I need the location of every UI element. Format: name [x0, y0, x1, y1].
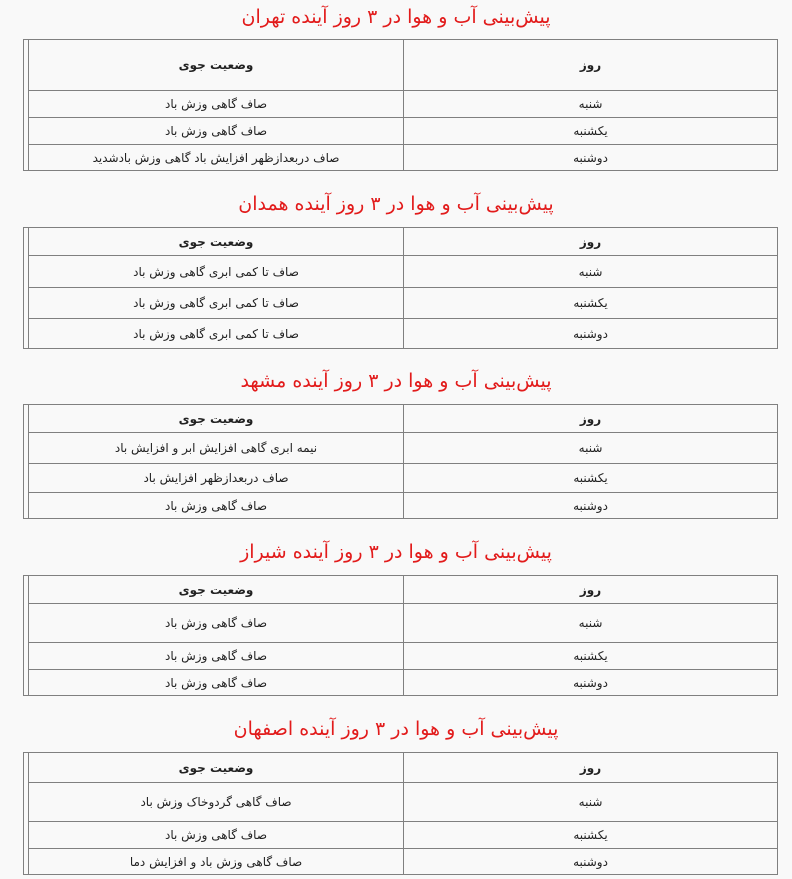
table-row [29, 144, 777, 170]
condition-cell: صاف گاهی وزش باد [165, 97, 268, 111]
section-title: پیش‌بینی آب و هوا در ۳ روز آینده تهران [241, 6, 551, 28]
condition-cell: صاف تا کمی ابری گاهی وزش باد [133, 264, 299, 279]
header-day: روز [403, 405, 777, 432]
table-row [29, 782, 777, 821]
forecast-table [23, 39, 778, 171]
table-row [29, 463, 777, 492]
section-title: پیش‌بینی آب و هوا در ۳ روز آینده شیراز [240, 541, 552, 563]
table-row [29, 318, 777, 348]
condition-cell: صاف گاهی گردوخاک وزش باد [140, 795, 292, 809]
table-row [29, 90, 777, 117]
condition-cell: صاف گاهی وزش باد [165, 828, 268, 842]
header-condition: وضعیت جوی [178, 760, 254, 775]
day-cell: دوشنبه [403, 493, 777, 518]
forecast-table [23, 227, 778, 349]
day-cell: یکشنبه [403, 118, 777, 144]
day-cell: شنبه [403, 256, 777, 287]
header-day: روز [403, 576, 777, 603]
condition-cell: صاف گاهی وزش باد [165, 124, 268, 138]
day-cell: دوشنبه [403, 670, 777, 695]
forecast-table [23, 575, 778, 696]
forecast-table [23, 752, 778, 875]
table-row [29, 848, 777, 874]
condition-cell: وضعیت جوی [178, 582, 254, 597]
condition-cell: صاف گاهی وزش باد و افزایش دما [129, 854, 303, 869]
header-day: روز [403, 753, 777, 782]
header-condition: وضعیت جوی [178, 411, 254, 426]
day-cell: شنبه [403, 91, 777, 117]
table-row [29, 117, 777, 144]
section-title: پیش‌بینی آب و هوا در ۳ روز آینده اصفهان [233, 718, 559, 740]
condition-cell: صاف گاهی وزش باد [165, 616, 268, 630]
day-cell: دوشنبه [403, 849, 777, 874]
day-cell: دوشنبه [403, 145, 777, 170]
condition-cell: صاف گاهی وزش باد [165, 675, 268, 690]
condition-cell: صاف تا کمی ابری گاهی وزش باد [133, 326, 299, 341]
day-cell: دوشنبه [403, 319, 777, 348]
table-row [29, 432, 777, 463]
section-title: پیش‌بینی آب و هوا در ۳ روز آینده همدان [238, 193, 554, 215]
table-row [29, 821, 777, 848]
table-row [29, 492, 777, 518]
section-title: پیش‌بینی آب و هوا در ۳ روز آینده مشهد [240, 370, 552, 392]
day-cell: یکشنبه [403, 464, 777, 492]
table-row [29, 669, 777, 695]
condition-cell: صاف گاهی وزش باد [165, 498, 268, 513]
table-header-row [29, 753, 777, 782]
table-row [29, 255, 777, 287]
table-header-row [29, 576, 777, 603]
table-header-row [29, 40, 777, 90]
table-row [29, 287, 777, 318]
table-row [29, 603, 777, 642]
day-cell: یکشنبه [403, 822, 777, 848]
table-row [29, 642, 777, 669]
header-condition: وضعیت جوی [178, 58, 254, 72]
forecast-table [23, 404, 778, 519]
day-cell: یکشنبه [403, 288, 777, 318]
table-header-row [29, 405, 777, 432]
day-cell: یکشنبه [403, 643, 777, 669]
day-cell: شنبه [403, 783, 777, 821]
condition-cell: نیمه ابری گاهی افزایش ابر و افزایش باد [114, 441, 318, 455]
header-day: روز [403, 228, 777, 255]
condition-cell: صاف تا کمی ابری گاهی وزش باد [133, 296, 299, 310]
header-day: روز [403, 40, 777, 90]
day-cell: شنبه [403, 433, 777, 463]
header-condition: وضعیت جوی [178, 234, 254, 249]
day-cell: شنبه [403, 604, 777, 642]
condition-cell: صاف دربعدازظهر افزایش باد گاهی وزش بادشدید [92, 150, 340, 165]
condition-cell: صاف دربعدازظهر افزایش باد [143, 471, 289, 485]
condition-cell: صاف گاهی وزش باد [165, 649, 268, 663]
table-header-row [29, 228, 777, 255]
